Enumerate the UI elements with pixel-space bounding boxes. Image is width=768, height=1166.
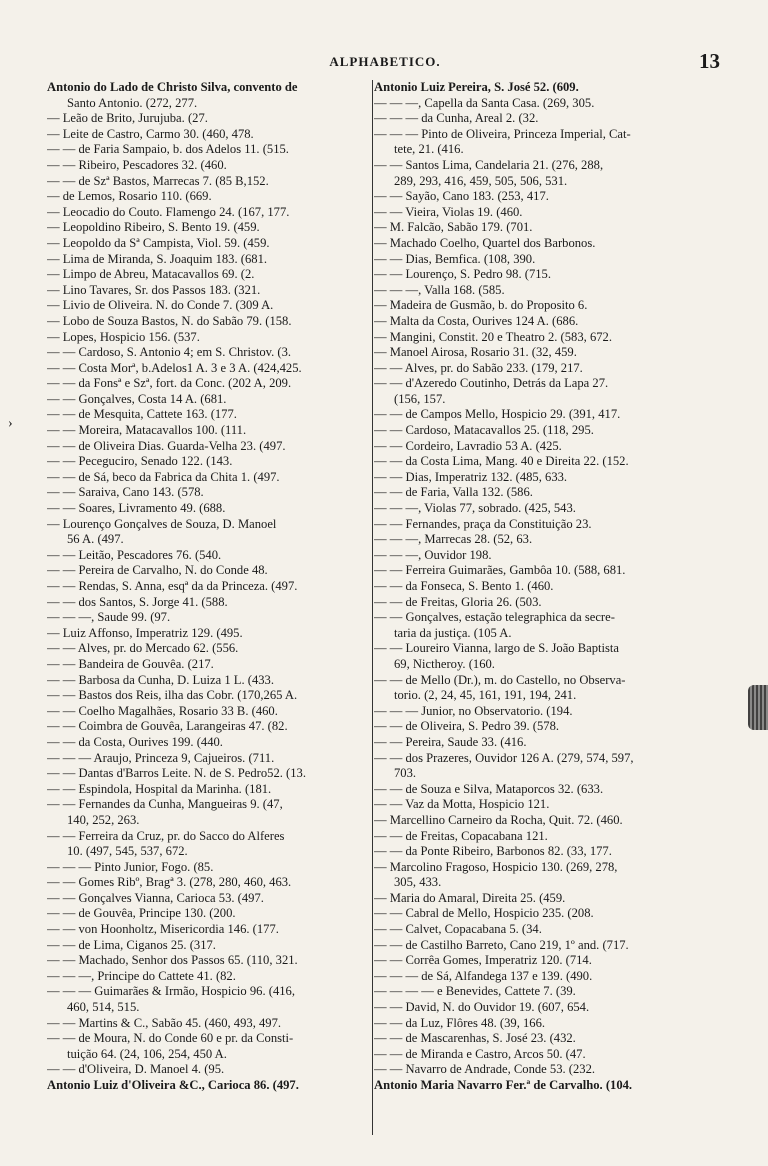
directory-entry-line: — — Rendas, S. Anna, esqª da da Princeza. (497. — [47, 579, 298, 593]
directory-entry-line: — — Cabral de Mello, Hospicio 235. (208. — [374, 906, 594, 921]
directory-entry-line: — Lopes, Hospicio 156. (537. — [47, 329, 200, 344]
directory-entry-line: — Lobo de Souza Bastos, N. do Sabão 79. (158. — [47, 313, 292, 328]
directory-entry-line: — Livio de Oliveira. N. do Conde 7. (309 A. — [47, 298, 274, 313]
directory-entry-line: — — von Hoonholtz, Misericordia 146. (177. — [47, 922, 279, 937]
directory-entry-line: — Leopoldino Ribeiro, S. Bento 19. (459. — [47, 220, 260, 235]
directory-entry-line: — Lino Tavares, Sr. dos Passos 183. (321. — [47, 282, 261, 297]
directory-entry-line: — — dos Prazeres, Ouvidor 126 A. (279, 574, 597, — [374, 750, 634, 765]
directory-entry-line: — Madeira de Gusmão, b. do Proposito 6. — [374, 298, 588, 313]
directory-entry-line: — — Ferreira da Cruz, pr. do Sacco do Alferes — [47, 828, 285, 843]
directory-entry-line: — — Sayão, Cano 183. (253, 417. — [374, 189, 549, 204]
directory-entry-line: — — Vaz da Motta, Hospicio 121. — [374, 797, 550, 812]
directory-entry-line: — — de Campos Mello, Hospicio 29. (391, 417. — [374, 407, 621, 422]
directory-entry-line: (156, 157. — [394, 391, 446, 406]
directory-entry-line: — — Gomes Ribº, Bragª 3. (278, 280, 460, 463. — [47, 875, 292, 890]
directory-entry-line: — — Fernandes, praça da Constituição 23. — [374, 516, 592, 531]
directory-entry-line: — de Lemos, Rosario 110. (669. — [47, 189, 212, 204]
directory-entry-line: — — Pereira de Carvalho, N. do Conde 48. — [47, 563, 268, 578]
directory-entry-line: 305, 433. — [394, 875, 442, 890]
directory-entry-line: — — de Szª Bastos, Marrecas 7. (85 B,152. — [47, 173, 269, 188]
directory-entry-line: — — — Pinto Junior, Fogo. (85. — [47, 859, 214, 874]
directory-entry-line: — — Fernandes da Cunha, Mangueiras 9. (47, — [47, 797, 283, 812]
directory-entry-line: — — Navarro de Andrade, Conde 53. (232. — [374, 1062, 596, 1077]
column-divider — [372, 80, 373, 1135]
directory-entry-line: — — da Ponte Ribeiro, Barbonos 82. (33, 177. — [374, 844, 612, 859]
directory-entry-line: — — —, Capella da Santa Casa. (269, 305. — [374, 95, 595, 110]
directory-entry-line: — — de Faria, Valla 132. (586. — [374, 485, 533, 500]
directory-entry-line: — — Corrêa Gomes, Imperatriz 120. (714. — [374, 953, 592, 968]
directory-entry-line: — Lima de Miranda, S. Joaquim 183. (681. — [47, 251, 268, 266]
directory-entry-line: — — de Freitas, Gloria 26. (503. — [374, 594, 542, 609]
directory-entry-line: — — —, Violas 77, sobrado. (425, 543. — [374, 501, 576, 516]
directory-entry-line: — — — de Sá, Alfandega 137 e 139. (490. — [374, 968, 593, 983]
directory-entry-line: — Leopoldo da Sª Campista, Viol. 59. (459. — [47, 235, 270, 250]
directory-entry-line: — — Dias, Bemfica. (108, 390. — [374, 251, 536, 266]
directory-entry-line: — — Leitão, Pescadores 76. (540. — [47, 547, 222, 562]
directory-entry-line: torio. (2, 24, 45, 161, 191, 194, 241. — [394, 688, 577, 703]
directory-entry-line: — — de Faria Sampaio, b. dos Adelos 11. (515. — [47, 142, 289, 157]
page-number: 13 — [699, 49, 720, 73]
directory-entry-line: — — de Moura, N. do Conde 60 e pr. da Consti- — [47, 1031, 294, 1046]
directory-entry-line: — — Moreira, Matacavallos 100. (111. — [47, 423, 247, 438]
directory-entry-line: — — de Sá, beco da Fabrica da Chita 1. (497. — [47, 469, 280, 484]
directory-entry-line: Santo Antonio. (272, 277. — [67, 95, 198, 110]
directory-entry-line: — — Alves, pr. do Mercado 62. (556. — [47, 641, 239, 656]
directory-entry-line: 10. (497, 545, 537, 672. — [67, 844, 188, 859]
running-title: ALPHABETICO. — [329, 54, 441, 69]
directory-entry-line: — — Bastos dos Reis, ilha das Cobr. (170,265 A. — [47, 688, 298, 703]
directory-entry-line: — — Gonçalves Vianna, Carioca 53. (497. — [47, 890, 264, 905]
directory-entry-line: — — de Lima, Ciganos 25. (317. — [47, 937, 216, 952]
directory-entry-line: — — Ribeiro, Pescadores 32. (460. — [47, 157, 227, 172]
directory-entry-line: — — Coelho Magalhães, Rosario 33 B. (460. — [47, 703, 278, 718]
directory-entry-line: 460, 514, 515. — [67, 1000, 140, 1015]
directory-entry-line: — — — da Cunha, Areal 2. (32. — [374, 111, 539, 126]
directory-entry-line: — — — Junior, no Observatorio. (194. — [374, 703, 573, 718]
directory-entry-line: — — Bandeira de Gouvêa. (217. — [47, 656, 214, 671]
page-clip-artifact — [748, 685, 768, 730]
directory-entry-line: — — dos Santos, S. Jorge 41. (588. — [47, 594, 228, 609]
directory-entry-line: — Limpo de Abreu, Matacavallos 69. (2. — [47, 267, 255, 282]
directory-entry-line: — — — Araujo, Princeza 9, Cajueiros. (711. — [47, 750, 275, 765]
directory-entry-line: — — David, N. do Ouvidor 19. (607, 654. — [374, 1000, 590, 1015]
directory-entry-line: — — de Freitas, Copacabana 121. — [374, 828, 548, 843]
directory-entry-line: — Marcolino Fragoso, Hospicio 130. (269, 278, — [374, 859, 618, 874]
directory-entry-line: — — de Miranda e Castro, Arcos 50. (47. — [374, 1046, 586, 1061]
directory-entry-line: — Mangini, Constit. 20 e Theatro 2. (583, 672. — [374, 329, 612, 344]
directory-entry-line: — — Costa Morª, b.Adelos1 A. 3 e 3 A. (424,425. — [47, 360, 302, 375]
directory-entry-line: — — — Guimarães & Irmão, Hospicio 96. (416, — [47, 984, 295, 999]
directory-entry-line: tete, 21. (416. — [394, 142, 464, 157]
directory-entry-line: — — Pereira, Saude 33. (416. — [374, 734, 527, 749]
directory-entry-line: — — Peceguciro, Senado 122. (143. — [47, 454, 233, 469]
directory-entry-line: — Manoel Airosa, Rosario 31. (32, 459. — [374, 345, 577, 360]
directory-entry-line: — — Calvet, Copacabana 5. (34. — [374, 922, 542, 937]
margin-mark: › — [8, 416, 13, 431]
directory-entry-line: Antonio Maria Navarro Fer.ª de Carvalho. (104. — [374, 1078, 633, 1092]
directory-entry-line: — — da Costa Lima, Mang. 40 e Direita 22. (152. — [374, 454, 629, 469]
directory-entry-line: — — de Gouvêa, Principe 130. (200. — [47, 906, 236, 921]
directory-entry-line: — — d'Azeredo Coutinho, Detrás da Lapa 27. — [374, 376, 609, 391]
right-column — [374, 80, 736, 1094]
directory-entry-line: — — da Fonseca, S. Bento 1. (460. — [374, 579, 554, 593]
directory-entry-line: — — Santos Lima, Candelaria 21. (276, 288, — [374, 157, 604, 172]
directory-entry-line: — Leocadio do Couto. Flamengo 24. (167, 177. — [47, 204, 290, 219]
directory-entry-line: — — Gonçalves, estação telegraphica da secre- — [374, 610, 615, 625]
left-column — [47, 80, 371, 1094]
directory-entry-line: — — Gonçalves, Costa 14 A. (681. — [47, 391, 227, 406]
directory-entry-line: — — Cordeiro, Lavradio 53 A. (425. — [374, 438, 562, 453]
directory-entry-line: — — da Costa, Ourives 199. (440. — [47, 734, 223, 749]
directory-entry-line: — — —, Principe do Cattete 41. (82. — [47, 968, 236, 983]
directory-entry-line: — — Saraiva, Cano 143. (578. — [47, 485, 204, 500]
directory-entry-line: — Leite de Castro, Carmo 30. (460, 478. — [47, 126, 254, 141]
directory-entry-line: — — d'Oliveira, D. Manoel 4. (95. — [47, 1062, 225, 1077]
directory-entry-line: — Machado Coelho, Quartel dos Barbonos. — [374, 235, 596, 250]
directory-entry-line: — Luiz Affonso, Imperatriz 129. (495. — [47, 625, 243, 640]
directory-entry-line: — — Ferreira Guimarães, Gambôa 10. (588, 681. — [374, 563, 626, 578]
directory-entry-line: — — Cardoso, S. Antonio 4; em S. Christov. (3. — [47, 345, 292, 360]
directory-entry-line: — M. Falcão, Sabão 179. (701. — [374, 220, 533, 235]
directory-entry-line: — — — — e Benevides, Cattete 7. (39. — [374, 984, 576, 999]
directory-entry-line: — — de Mesquita, Cattete 163. (177. — [47, 407, 237, 422]
directory-entry-line: — — Coimbra de Gouvêa, Larangeiras 47. (82. — [47, 719, 288, 734]
page-header — [50, 49, 720, 73]
directory-entry-line: — — Cardoso, Matacavallos 25. (118, 295. — [374, 423, 594, 438]
directory-entry-line: — — da Luz, Flôres 48. (39, 166. — [374, 1015, 546, 1030]
directory-entry-line: — — Lourenço, S. Pedro 98. (715. — [374, 267, 551, 282]
directory-entry-line: — — —, Valla 168. (585. — [374, 282, 505, 297]
directory-entry-line: — — Martins & C., Sabão 45. (460, 493, 497. — [47, 1015, 282, 1030]
directory-entry-line: — — Dantas d'Barros Leite. N. de S. Pedro52. (13. — [47, 766, 306, 781]
directory-entry-line: — — de Oliveira Dias. Guarda-Velha 23. (497. — [47, 438, 286, 453]
directory-entry-line: — — —, Marrecas 28. (52, 63. — [374, 532, 533, 547]
directory-entry-line: — Lourenço Gonçalves de Souza, D. Manoel — [47, 516, 277, 531]
directory-entry-line: 703. — [394, 766, 417, 781]
directory-entry-line: Antonio do Lado de Christo Silva, convento de — [47, 80, 298, 94]
directory-entry-line: — — Soares, Livramento 49. (688. — [47, 501, 226, 516]
directory-entry-line: 56 A. (497. — [67, 532, 124, 547]
directory-entry-line: 289, 293, 416, 459, 505, 506, 531. — [394, 173, 568, 188]
directory-entry-line: Antonio Luiz Pereira, S. José 52. (609. — [374, 80, 579, 94]
directory-entry-line: — — Vieira, Violas 19. (460. — [374, 204, 523, 219]
directory-entry-line: 140, 252, 263. — [67, 812, 140, 827]
directory-entry-line: — — Loureiro Vianna, largo de S. João Baptista — [374, 641, 620, 656]
directory-entry-line: — — de Souza e Silva, Mataporcos 32. (633. — [374, 781, 604, 796]
directory-entry-line: — — Alves, pr. do Sabão 233. (179, 217. — [374, 360, 583, 375]
directory-entry-line: — — Barbosa da Cunha, D. Luiza 1 L. (433. — [47, 672, 274, 687]
directory-entry-line: — Marcellino Carneiro da Rocha, Quit. 72. (460. — [374, 812, 623, 827]
directory-entry-line: — — de Oliveira, S. Pedro 39. (578. — [374, 719, 560, 734]
directory-entry-line: — Maria do Amaral, Direita 25. (459. — [374, 890, 566, 905]
directory-entry-line: tuição 64. (24, 106, 254, 450 A. — [67, 1046, 227, 1061]
directory-entry-line: — — de Mello (Dr.), m. do Castello, no Observa- — [374, 672, 626, 687]
directory-entry-line: — — da Fonsª e Szª, fort. da Conc. (202 A, 209. — [47, 376, 292, 391]
directory-entry-line: — — Machado, Senhor dos Passos 65. (110, 321. — [47, 953, 298, 968]
directory-entry-line: — Malta da Costa, Ourives 124 A. (686. — [374, 313, 579, 328]
directory-entry-line: — — Dias, Imperatriz 132. (485, 633. — [374, 469, 568, 484]
directory-entry-line: — — —, Saude 99. (97. — [47, 610, 171, 625]
directory-entry-line: — — — Pinto de Oliveira, Princeza Imperial, Cat- — [374, 126, 631, 141]
directory-entry-line: — — de Castilho Barreto, Cano 219, 1º and. (717. — [374, 937, 629, 952]
directory-entry-line: — — de Mascarenhas, S. José 23. (432. — [374, 1031, 576, 1046]
directory-entry-line: Antonio Luiz d'Oliveira &C., Carioca 86. (497. — [47, 1078, 299, 1092]
directory-entry-line: 69, Nictheroy. (160. — [394, 656, 495, 671]
directory-entry-line: taria da justiça. (105 A. — [394, 625, 512, 640]
directory-entry-line: — — Espindola, Hospital da Marinha. (181. — [47, 781, 272, 796]
directory-entry-line: — — —, Ouvidor 198. — [374, 547, 492, 562]
directory-entry-line: — Leão de Brito, Jurujuba. (27. — [47, 111, 208, 126]
